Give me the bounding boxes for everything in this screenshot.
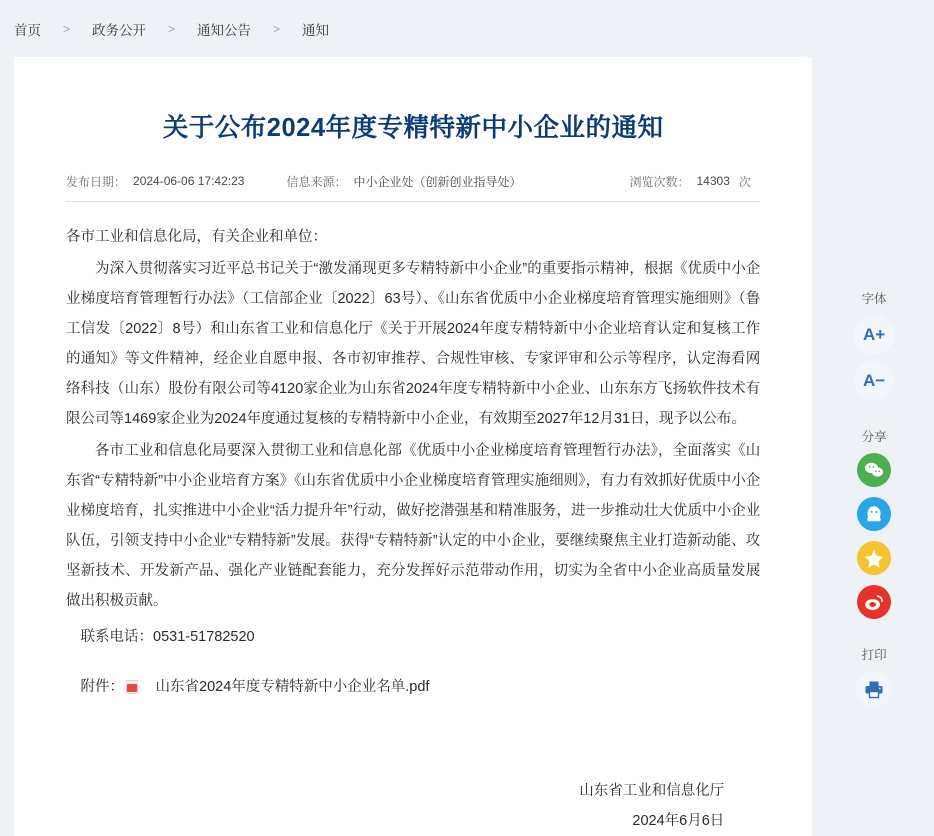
wechat-share-icon[interactable] bbox=[857, 453, 891, 487]
breadcrumb-item-government-affairs[interactable]: 政务公开 bbox=[92, 22, 147, 38]
breadcrumb-separator-icon: > bbox=[273, 21, 281, 36]
article-body bbox=[66, 222, 760, 616]
printer-icon[interactable] bbox=[856, 671, 892, 707]
qzone-share-icon[interactable] bbox=[857, 541, 891, 575]
share-heading: 分享 bbox=[861, 430, 887, 444]
weibo-share-icon[interactable] bbox=[857, 585, 891, 619]
page-wrapper bbox=[0, 57, 934, 829]
views-block bbox=[629, 173, 750, 190]
print-heading: 打印 bbox=[861, 648, 887, 662]
breadcrumb-item-notice[interactable]: 通知 bbox=[302, 22, 330, 38]
contact-phone: 联系电话：0531-51782520 bbox=[80, 628, 255, 645]
attachment-row bbox=[66, 672, 760, 702]
font-size-heading: 字体 bbox=[861, 292, 887, 306]
font-size-group bbox=[854, 289, 894, 407]
attachment-label: 附件： bbox=[80, 678, 124, 695]
paragraph-salutation: 各市工业和信息化局，有关企业和单位： bbox=[66, 228, 327, 245]
pdf-icon bbox=[126, 680, 138, 694]
source-label: 信息来源： bbox=[286, 174, 347, 189]
breadcrumb-item-announcements[interactable]: 通知公告 bbox=[197, 22, 252, 38]
breadcrumb-item-home[interactable]: 首页 bbox=[14, 22, 41, 38]
tool-rail bbox=[814, 57, 934, 707]
attachment-link[interactable]: 山东省2024年度专精特新中小企业名单.pdf bbox=[155, 678, 430, 695]
breadcrumb-separator-icon: > bbox=[168, 21, 176, 36]
breadcrumb-separator-icon: > bbox=[63, 21, 71, 36]
paragraph-2: 各市工业和信息化局要深入贯彻工业和信息化部《优质中小企业梯度培育管理暂行办法》，全面落实《山东省“专精特新”中小企业培育方案》《山东省优质中小企业梯度培育管理实施细则》，有力有效抓好优质中小企业梯度培育，扎实推进中小企业“活力提升年”行动，做好挖潜强基和精准服务，进一步推动壮大优质中小企业队伍，引领支持中小企业“专精特新”发展。获得“专精特新”认定的中小企业，要继续聚焦主业打造新动能、攻坚新技术、开发新产品、强化产业链配套能力，充分发挥好示范带动作用，切实为全省中小企业高质量发展做出积极贡献。 bbox=[66, 442, 761, 609]
views-value: 14303 bbox=[696, 174, 730, 189]
print-group bbox=[856, 645, 892, 707]
source-value: 中小企业处（创新创业指导处） bbox=[353, 174, 522, 189]
page-title: 关于公布2024年度专精特新中小企业的通知 bbox=[162, 114, 664, 142]
article-meta bbox=[66, 173, 760, 202]
signature-date: 2024年6月6日 bbox=[632, 812, 725, 829]
views-label: 浏览次数： bbox=[629, 174, 690, 189]
breadcrumb bbox=[0, 0, 934, 57]
article-container bbox=[14, 57, 812, 836]
paragraph-1: 为深入贯彻落实习近平总书记关于“激发涌现更多专精特新中小企业”的重要指示精神，根据《优质中小企业梯度培育管理暂行办法》（工信部企业〔2022〕63号）、《山东省优质中小企业梯度培育管理实施细则》（鲁工信发〔2022〕8号）和山东省工业和信息化厅《关于开展2024年度专精特新中小企业培育认定和复核工作的通知》等文件精神，经企业自愿申报、各市初审推荐、合规性审核、专家评审和公示等程序，认定海看网络科技（山东）股份有限公司等4120家企业为山东省2024年度专精特新中小企业、山东东方飞扬软件技术有限公司等1469家企业为2024年度通过复核的专精特新中小企业，有效期至2027年12月31日，现予以公布。 bbox=[66, 260, 761, 427]
publish-date-value: 2024-06-06 17:42:23 bbox=[133, 174, 245, 189]
font-decrease-button[interactable]: A− bbox=[854, 361, 894, 401]
font-increase-button[interactable]: A+ bbox=[854, 315, 894, 355]
signature-org: 山东省工业和信息化厅 bbox=[579, 782, 725, 799]
share-group bbox=[857, 427, 891, 629]
views-unit: 次 bbox=[738, 174, 751, 189]
qq-share-icon[interactable] bbox=[857, 497, 891, 531]
source-block bbox=[286, 173, 521, 190]
publish-date-label: 发布日期： bbox=[66, 174, 127, 189]
signature-block bbox=[66, 776, 760, 836]
publish-date-block bbox=[66, 173, 244, 190]
